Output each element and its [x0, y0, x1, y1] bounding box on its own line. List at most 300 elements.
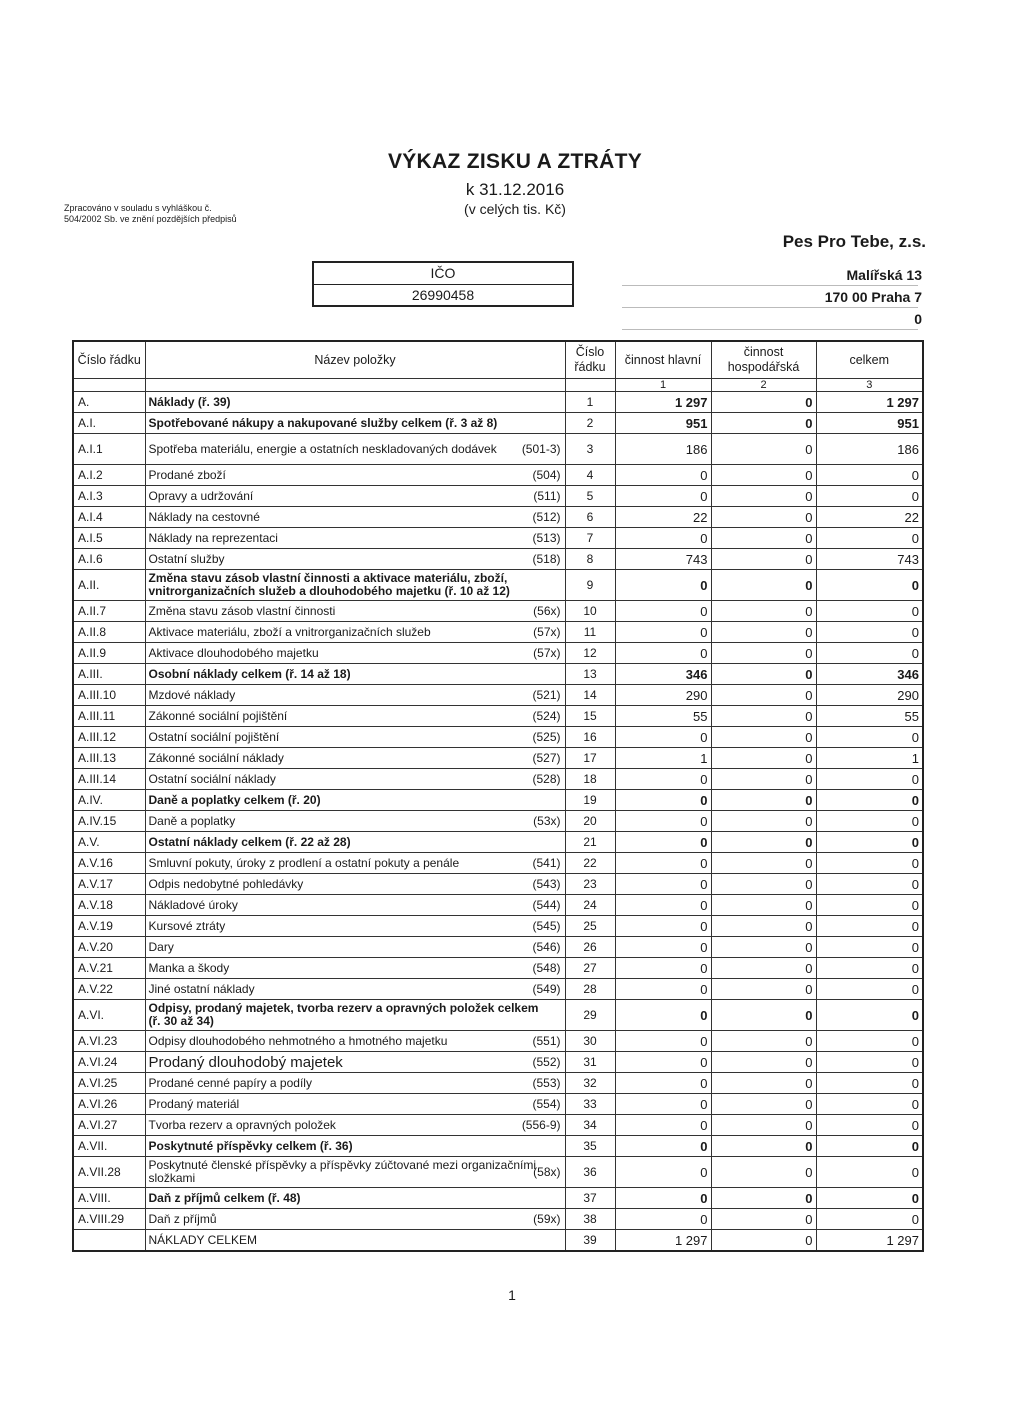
account-code: (504) — [532, 468, 561, 482]
value-main: 0 — [615, 643, 711, 664]
line-number: 4 — [565, 465, 615, 486]
item-name: Osobní náklady celkem (ř. 14 až 18) — [148, 667, 351, 682]
value-main: 186 — [615, 434, 711, 465]
item-name-cell — [145, 1136, 565, 1157]
item-name-cell — [145, 413, 565, 434]
account-code: (57x) — [533, 625, 561, 639]
line-number: 31 — [565, 1052, 615, 1073]
value-total: 0 — [816, 958, 923, 979]
legal-note: Zpracováno v souladu s vyhláškou č. 504/2002 Sb. ve znění pozdějších předpisů — [64, 203, 237, 224]
col-header-line-no: Číslo řádku — [565, 341, 615, 379]
row-code: A.V.18 — [73, 895, 145, 916]
account-code: (541) — [532, 856, 561, 870]
value-main: 951 — [615, 413, 711, 434]
row-code: A.I.5 — [73, 528, 145, 549]
col-header-economic: činnost hospodářská — [711, 341, 816, 379]
value-total: 0 — [816, 790, 923, 811]
item-name: NÁKLADY CELKEM — [148, 1233, 257, 1248]
account-code: (518) — [532, 552, 561, 566]
account-code: (56x) — [533, 604, 561, 618]
item-name-cell — [145, 1000, 565, 1031]
item-name-cell — [145, 727, 565, 748]
value-economic: 0 — [711, 570, 816, 601]
value-total: 0 — [816, 727, 923, 748]
value-total: 0 — [816, 570, 923, 601]
table-row — [73, 685, 923, 706]
item-name-cell — [145, 748, 565, 769]
item-name-cell — [145, 874, 565, 895]
item-name: Odpisy dlouhodobého nehmotného a hmotného majetku — [148, 1034, 448, 1049]
subheader-total: 3 — [816, 379, 923, 392]
item-name-cell — [145, 1209, 565, 1230]
value-main: 290 — [615, 685, 711, 706]
table-row — [73, 413, 923, 434]
row-code: A.V.17 — [73, 874, 145, 895]
value-main: 0 — [615, 570, 711, 601]
table-row — [73, 958, 923, 979]
item-name-cell — [145, 465, 565, 486]
item-name: Poskytnuté členské příspěvky a příspěvky zúčtované mezi organizačními složkami — [148, 1158, 537, 1185]
row-code: A.III.11 — [73, 706, 145, 727]
row-code: A.VI. — [73, 1000, 145, 1031]
value-economic: 0 — [711, 916, 816, 937]
col-header-total: celkem — [816, 341, 923, 379]
item-name: Zákonné sociální náklady — [148, 751, 284, 766]
item-name: Prodaný dlouhodobý majetek — [148, 1054, 343, 1072]
table-row — [73, 1073, 923, 1094]
value-main: 0 — [615, 874, 711, 895]
value-total: 22 — [816, 507, 923, 528]
item-name: Opravy a udržování — [148, 489, 254, 504]
table-row — [73, 486, 923, 507]
line-number: 5 — [565, 486, 615, 507]
row-code: A.I.3 — [73, 486, 145, 507]
line-number: 32 — [565, 1073, 615, 1094]
line-number: 21 — [565, 832, 615, 853]
value-economic: 0 — [711, 1136, 816, 1157]
row-code: A.V.16 — [73, 853, 145, 874]
table-row — [73, 1157, 923, 1188]
table-row — [73, 507, 923, 528]
table-row — [73, 832, 923, 853]
item-name-cell — [145, 937, 565, 958]
row-code: A.II.7 — [73, 601, 145, 622]
value-main: 1 — [615, 748, 711, 769]
value-economic: 0 — [711, 507, 816, 528]
value-economic: 0 — [711, 769, 816, 790]
row-code: A.VII.28 — [73, 1157, 145, 1188]
item-name: Prodaný materiál — [148, 1097, 240, 1112]
item-name-cell — [145, 1094, 565, 1115]
value-economic: 0 — [711, 748, 816, 769]
value-economic: 0 — [711, 1052, 816, 1073]
item-name: Daň z příjmů celkem (ř. 48) — [148, 1191, 301, 1206]
address-divider — [622, 307, 918, 308]
value-economic: 0 — [711, 549, 816, 570]
row-code: A.VI.24 — [73, 1052, 145, 1073]
line-number: 25 — [565, 916, 615, 937]
row-code: A.VI.27 — [73, 1115, 145, 1136]
value-economic: 0 — [711, 790, 816, 811]
address-divider — [622, 285, 918, 286]
table-row — [73, 748, 923, 769]
value-total: 0 — [816, 832, 923, 853]
table-row — [73, 664, 923, 685]
table-row — [73, 1188, 923, 1209]
item-name-cell — [145, 790, 565, 811]
table-row — [73, 874, 923, 895]
item-name: Náklady na reprezentaci — [148, 531, 278, 546]
value-economic: 0 — [711, 1209, 816, 1230]
item-name-cell — [145, 811, 565, 832]
item-name-cell — [145, 392, 565, 413]
value-main: 0 — [615, 486, 711, 507]
value-main: 0 — [615, 1052, 711, 1073]
value-total: 0 — [816, 465, 923, 486]
account-code: (556-9) — [521, 1118, 561, 1132]
line-number: 17 — [565, 748, 615, 769]
line-number: 39 — [565, 1230, 615, 1252]
account-code: (513) — [532, 531, 561, 545]
value-main: 0 — [615, 601, 711, 622]
item-name-cell — [145, 958, 565, 979]
value-main: 0 — [615, 1000, 711, 1031]
item-name-cell — [145, 853, 565, 874]
value-total: 0 — [816, 1094, 923, 1115]
item-name: Ostatní sociální pojištění — [148, 730, 280, 745]
line-number: 6 — [565, 507, 615, 528]
line-number: 9 — [565, 570, 615, 601]
line-number: 20 — [565, 811, 615, 832]
table-row — [73, 1230, 923, 1252]
row-code — [73, 1230, 145, 1252]
value-economic: 0 — [711, 1188, 816, 1209]
account-code: (512) — [532, 510, 561, 524]
value-economic: 0 — [711, 413, 816, 434]
address-city: 170 00 Praha 7 — [824, 289, 922, 305]
item-name-cell — [145, 895, 565, 916]
item-name-cell — [145, 664, 565, 685]
account-code: (553) — [532, 1076, 561, 1090]
value-total: 0 — [816, 895, 923, 916]
account-code: (521) — [532, 688, 561, 702]
value-economic: 0 — [711, 1230, 816, 1252]
table-row — [73, 1094, 923, 1115]
item-name-cell — [145, 1230, 565, 1252]
value-total: 0 — [816, 853, 923, 874]
value-main: 743 — [615, 549, 711, 570]
table-row — [73, 570, 923, 601]
item-name: Daně a poplatky — [148, 814, 236, 829]
line-number: 19 — [565, 790, 615, 811]
table-row — [73, 643, 923, 664]
subheader-economic: 2 — [711, 379, 816, 392]
table-row — [73, 727, 923, 748]
account-code: (544) — [532, 898, 561, 912]
value-main: 0 — [615, 1073, 711, 1094]
line-number: 10 — [565, 601, 615, 622]
item-name: Odpis nedobytné pohledávky — [148, 877, 304, 892]
line-number: 18 — [565, 769, 615, 790]
value-total: 1 297 — [816, 392, 923, 413]
item-name: Daně a poplatky celkem (ř. 20) — [148, 793, 321, 808]
table-row — [73, 1031, 923, 1052]
line-number: 29 — [565, 1000, 615, 1031]
value-economic: 0 — [711, 643, 816, 664]
table-row — [73, 549, 923, 570]
address-divider — [622, 329, 918, 330]
item-name-cell — [145, 507, 565, 528]
subheader-cell — [73, 379, 145, 392]
value-economic: 0 — [711, 622, 816, 643]
account-code: (551) — [532, 1034, 561, 1048]
address-street: Malířská 13 — [846, 267, 922, 283]
account-code: (543) — [532, 877, 561, 891]
value-main: 0 — [615, 916, 711, 937]
item-name-cell — [145, 1073, 565, 1094]
account-code: (525) — [532, 730, 561, 744]
row-code: A.I.1 — [73, 434, 145, 465]
line-number: 28 — [565, 979, 615, 1000]
item-name-cell — [145, 1052, 565, 1073]
table-row — [73, 979, 923, 1000]
account-code: (527) — [532, 751, 561, 765]
item-name: Nákladové úroky — [148, 898, 238, 913]
line-number: 23 — [565, 874, 615, 895]
item-name: Jiné ostatní náklady — [148, 982, 255, 997]
value-total: 0 — [816, 1209, 923, 1230]
account-code: (501-3) — [521, 442, 561, 456]
item-name-cell — [145, 622, 565, 643]
row-code: A.III.12 — [73, 727, 145, 748]
line-number: 15 — [565, 706, 615, 727]
value-total: 0 — [816, 1052, 923, 1073]
item-name: Ostatní náklady celkem (ř. 22 až 28) — [148, 835, 351, 850]
value-economic: 0 — [711, 465, 816, 486]
value-main: 1 297 — [615, 392, 711, 413]
value-total: 0 — [816, 486, 923, 507]
table-row — [73, 706, 923, 727]
line-number: 34 — [565, 1115, 615, 1136]
value-main: 1 297 — [615, 1230, 711, 1252]
value-total: 743 — [816, 549, 923, 570]
value-economic: 0 — [711, 811, 816, 832]
table-row — [73, 1052, 923, 1073]
report-units: (v celých tis. Kč) — [464, 201, 566, 217]
item-name: Ostatní sociální náklady — [148, 772, 276, 787]
value-main: 0 — [615, 937, 711, 958]
line-number: 8 — [565, 549, 615, 570]
value-main: 0 — [615, 811, 711, 832]
table-row — [73, 916, 923, 937]
value-total: 0 — [816, 979, 923, 1000]
value-total: 0 — [816, 811, 923, 832]
table-header-row — [73, 341, 923, 379]
line-number: 7 — [565, 528, 615, 549]
item-name: Prodané cenné papíry a podíly — [148, 1076, 312, 1091]
line-number: 14 — [565, 685, 615, 706]
table-row — [73, 1209, 923, 1230]
value-main: 0 — [615, 1031, 711, 1052]
table-subheader-row — [73, 379, 923, 392]
row-code: A.VI.23 — [73, 1031, 145, 1052]
value-total: 290 — [816, 685, 923, 706]
value-total: 0 — [816, 1073, 923, 1094]
table-row — [73, 528, 923, 549]
account-code: (546) — [532, 940, 561, 954]
table-row — [73, 811, 923, 832]
table-row — [73, 392, 923, 413]
line-number: 13 — [565, 664, 615, 685]
table-row — [73, 769, 923, 790]
table-row — [73, 1115, 923, 1136]
table-row — [73, 465, 923, 486]
line-number: 30 — [565, 1031, 615, 1052]
account-code: (59x) — [533, 1212, 561, 1226]
item-name: Náklady na cestovné — [148, 510, 260, 525]
line-number: 36 — [565, 1157, 615, 1188]
table-row — [73, 434, 923, 465]
account-code: (528) — [532, 772, 561, 786]
account-code: (511) — [533, 489, 561, 503]
line-number: 12 — [565, 643, 615, 664]
line-number: 22 — [565, 853, 615, 874]
row-code: A.V.21 — [73, 958, 145, 979]
table-row — [73, 853, 923, 874]
value-economic: 0 — [711, 528, 816, 549]
subheader-cell — [145, 379, 565, 392]
row-code: A.IV.15 — [73, 811, 145, 832]
item-name-cell — [145, 1031, 565, 1052]
col-header-item-name: Název položky — [145, 341, 565, 379]
row-code: A.I.6 — [73, 549, 145, 570]
value-total: 1 297 — [816, 1230, 923, 1252]
value-main: 0 — [615, 528, 711, 549]
value-main: 0 — [615, 1157, 711, 1188]
line-number: 37 — [565, 1188, 615, 1209]
report-date: k 31.12.2016 — [465, 180, 565, 199]
value-economic: 0 — [711, 486, 816, 507]
row-code: A.V.22 — [73, 979, 145, 1000]
row-code: A.I. — [73, 413, 145, 434]
ico-label: IČO — [314, 263, 572, 285]
value-main: 346 — [615, 664, 711, 685]
value-total: 1 — [816, 748, 923, 769]
value-main: 0 — [615, 1209, 711, 1230]
item-name-cell — [145, 1157, 565, 1188]
table-row — [73, 601, 923, 622]
value-total: 951 — [816, 413, 923, 434]
item-name: Prodané zboží — [148, 468, 226, 483]
row-code: A.II.9 — [73, 643, 145, 664]
item-name: Daň z příjmů — [148, 1212, 217, 1227]
value-main: 55 — [615, 706, 711, 727]
item-name-cell — [145, 486, 565, 507]
value-main: 22 — [615, 507, 711, 528]
ico-value: 26990458 — [411, 287, 475, 303]
item-name-cell — [145, 528, 565, 549]
item-name-cell — [145, 832, 565, 853]
value-main: 0 — [615, 853, 711, 874]
line-number: 16 — [565, 727, 615, 748]
value-total: 0 — [816, 601, 923, 622]
account-code: (58x) — [533, 1165, 561, 1179]
row-code: A.V.19 — [73, 916, 145, 937]
value-economic: 0 — [711, 685, 816, 706]
value-economic: 0 — [711, 895, 816, 916]
account-code: (57x) — [533, 646, 561, 660]
line-number: 11 — [565, 622, 615, 643]
line-number: 26 — [565, 937, 615, 958]
subheader-main: 1 — [615, 379, 711, 392]
value-economic: 0 — [711, 832, 816, 853]
row-code: A.I.2 — [73, 465, 145, 486]
item-name-cell — [145, 916, 565, 937]
row-code: A.III.10 — [73, 685, 145, 706]
value-economic: 0 — [711, 664, 816, 685]
line-number: 24 — [565, 895, 615, 916]
value-total: 346 — [816, 664, 923, 685]
row-code: A.III.13 — [73, 748, 145, 769]
value-main: 0 — [615, 1094, 711, 1115]
row-code: A.VII. — [73, 1136, 145, 1157]
value-economic: 0 — [711, 1000, 816, 1031]
value-economic: 0 — [711, 706, 816, 727]
line-number: 33 — [565, 1094, 615, 1115]
value-total: 0 — [816, 1136, 923, 1157]
value-economic: 0 — [711, 601, 816, 622]
value-economic: 0 — [711, 392, 816, 413]
item-name: Aktivace dlouhodobého majetku — [148, 646, 319, 661]
col-header-main: činnost hlavní — [615, 341, 711, 379]
value-main: 0 — [615, 769, 711, 790]
value-total: 0 — [816, 1157, 923, 1188]
line-number: 27 — [565, 958, 615, 979]
account-code: (552) — [532, 1055, 561, 1069]
value-main: 0 — [615, 895, 711, 916]
row-code: A.III. — [73, 664, 145, 685]
item-name-cell — [145, 1115, 565, 1136]
line-number: 3 — [565, 434, 615, 465]
row-code: A.VI.25 — [73, 1073, 145, 1094]
value-economic: 0 — [711, 853, 816, 874]
value-main: 0 — [615, 1188, 711, 1209]
value-main: 0 — [615, 958, 711, 979]
row-code: A.IV. — [73, 790, 145, 811]
value-economic: 0 — [711, 937, 816, 958]
item-name: Dary — [148, 940, 174, 955]
value-economic: 0 — [711, 1157, 816, 1188]
table-row — [73, 895, 923, 916]
value-total: 0 — [816, 1000, 923, 1031]
value-main: 0 — [615, 832, 711, 853]
income-statement-table — [72, 340, 924, 1252]
value-economic: 0 — [711, 434, 816, 465]
account-code: (524) — [532, 709, 561, 723]
item-name: Tvorba rezerv a opravných položek — [148, 1118, 336, 1133]
value-economic: 0 — [711, 958, 816, 979]
value-main: 0 — [615, 979, 711, 1000]
account-code: (53x) — [533, 814, 561, 828]
row-code: A.V.20 — [73, 937, 145, 958]
line-number: 38 — [565, 1209, 615, 1230]
value-economic: 0 — [711, 1094, 816, 1115]
item-name-cell — [145, 769, 565, 790]
item-name: Náklady (ř. 39) — [148, 395, 231, 410]
row-code: A.V. — [73, 832, 145, 853]
value-total: 0 — [816, 622, 923, 643]
account-code: (548) — [532, 961, 561, 975]
